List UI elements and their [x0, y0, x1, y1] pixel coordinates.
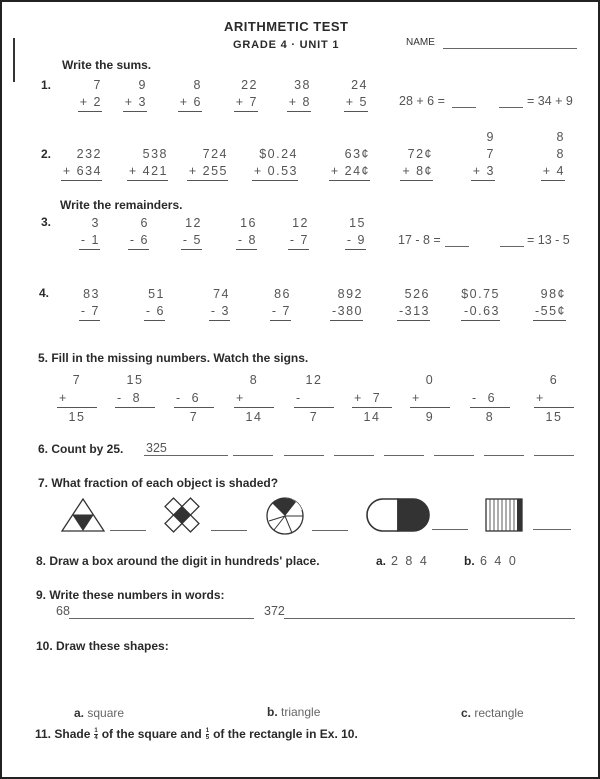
problem-operator-row[interactable]: +: [410, 389, 450, 408]
q6-answer-blank[interactable]: [434, 455, 474, 456]
problem-operand: [329, 129, 370, 146]
q11-instruction: [35, 727, 358, 741]
q8-b-label: b.: [464, 554, 475, 568]
problem-operand-bottom: - 7: [79, 303, 100, 321]
q3-problem: [236, 215, 257, 267]
q1-problem: [344, 77, 368, 129]
problem-operand: $0.24: [259, 147, 298, 161]
problem-answer-space[interactable]: [78, 112, 102, 129]
page-subtitle: GRADE 4 · UNIT 1: [233, 39, 340, 51]
problem-top: 8: [249, 373, 259, 387]
problem-answer-space[interactable]: [344, 112, 368, 129]
q3-number: 3.: [41, 215, 52, 229]
q5-problem: [352, 371, 392, 426]
sums-heading: Write the sums.: [62, 58, 152, 72]
problem-operand-bottom: + 634: [61, 163, 102, 181]
q3-blank-a[interactable]: [445, 246, 469, 247]
remainders-heading: Write the remainders.: [60, 198, 183, 212]
q4-problem: [270, 286, 291, 338]
q3-problem: [128, 215, 149, 267]
q7-answer-blank[interactable]: [432, 529, 468, 530]
q4-problem: [209, 286, 230, 338]
q3-blank-b[interactable]: [500, 246, 524, 247]
q8-heading: 8. Draw a box around the digit in hundreds' place.: [36, 554, 320, 568]
fraction-denominator: 5: [205, 734, 210, 741]
problem-answer-space[interactable]: [252, 181, 298, 198]
q4-problem: [330, 286, 363, 338]
problem-operand: [187, 129, 228, 146]
q9-words-field-a[interactable]: [69, 618, 254, 619]
problem-operand: 98¢: [540, 287, 566, 301]
problem-operand: 3: [91, 216, 100, 230]
problem-operand-bottom: - 7: [288, 232, 309, 250]
problem-answer-space[interactable]: [79, 321, 100, 338]
q1-equation-b: = 34 + 9: [527, 94, 573, 108]
problem-operand: 72¢: [407, 147, 433, 161]
problem-operand: 74: [213, 287, 230, 301]
q10-a-text: square: [87, 706, 125, 720]
margin-mark: [13, 38, 15, 82]
problem-top[interactable]: [470, 371, 510, 389]
q10-heading: 10. Draw these shapes:: [36, 639, 169, 653]
q4-problem: [397, 286, 430, 338]
problem-operand-bottom: + 421: [127, 163, 168, 181]
problem-operator-row: - 8: [115, 389, 155, 408]
q10-c: [461, 706, 524, 720]
problem-operand: [61, 129, 102, 146]
problem-answer-space[interactable]: [461, 321, 500, 338]
problem-result: 7: [309, 410, 319, 424]
name-field[interactable]: [443, 48, 577, 49]
q7-answer-blank[interactable]: [312, 530, 348, 531]
problem-operand: 538: [142, 147, 168, 161]
q6-answer-blank[interactable]: [144, 455, 194, 456]
q6-answer-blank[interactable]: [284, 455, 324, 456]
problem-operand-bottom: + 24¢: [329, 163, 370, 181]
problem-operand: 724: [202, 147, 228, 161]
problem-operand: [127, 129, 168, 146]
problem-operator-row[interactable]: -: [294, 389, 334, 408]
problem-operand-bottom: -313: [397, 303, 430, 321]
fraction-denominator: 4: [94, 734, 98, 741]
problem-answer-space[interactable]: [287, 112, 311, 129]
q8-a-value[interactable]: 2 8 4: [391, 554, 429, 568]
q5-problem: [115, 371, 155, 426]
q6-start-value: 325: [146, 441, 167, 455]
problem-operand-bottom: - 7: [270, 303, 291, 321]
q10-c-text: rectangle: [474, 706, 524, 720]
problem-operand: 9: [138, 78, 147, 92]
problem-top: 15: [126, 373, 144, 387]
problem-answer-space[interactable]: [400, 181, 433, 198]
q2-problem: [471, 129, 495, 198]
q2-problem: [400, 129, 433, 198]
q6-answer-blank[interactable]: [484, 455, 524, 456]
problem-answer-space[interactable]: [178, 112, 202, 129]
problem-operator-row: + 7: [352, 389, 392, 408]
problem-top: 7: [72, 373, 82, 387]
problem-operand-bottom: - 6: [144, 303, 165, 321]
problem-operand-bottom: - 6: [128, 232, 149, 250]
q2-problem: [329, 129, 370, 198]
problem-operand-bottom: - 5: [181, 232, 202, 250]
q4-number: 4.: [39, 286, 50, 300]
problem-operand-bottom: - 1: [79, 232, 100, 250]
problem-operand-bottom: + 4: [541, 163, 565, 181]
problem-answer-space[interactable]: [61, 181, 102, 198]
q8-b-value[interactable]: 6 4 0: [480, 554, 518, 568]
q3-equation-b: = 13 - 5: [527, 233, 570, 247]
problem-operand: 51: [148, 287, 165, 301]
problem-result: 9: [425, 410, 435, 424]
q10-b-text: triangle: [281, 705, 321, 719]
fraction-one-fifth: [206, 728, 209, 741]
fraction-numerator: 1: [94, 727, 98, 734]
problem-answer-space[interactable]: [541, 181, 565, 198]
problem-operator-row[interactable]: +: [57, 389, 97, 408]
problem-operand: 232: [76, 147, 102, 161]
problem-answer-space[interactable]: [123, 112, 147, 129]
q4-problem: [79, 286, 100, 338]
problem-answer-space[interactable]: [234, 112, 258, 129]
q2-problem: [127, 129, 168, 198]
q1-problem: [123, 77, 147, 129]
q10-a-label: a.: [74, 706, 85, 720]
q3-equation-a: 17 - 8 =: [398, 233, 441, 247]
q8-a-label: a.: [376, 554, 387, 568]
problem-operand: 38: [294, 78, 311, 92]
problem-operand: $0.75: [461, 287, 500, 301]
problem-operand: 24: [351, 78, 368, 92]
q2-problem: [541, 129, 565, 198]
problem-operator-row: - 6: [174, 389, 214, 408]
problem-operand-bottom: - 9: [345, 232, 366, 250]
problem-operand: 12: [292, 216, 309, 230]
q1-equation-a: 28 + 6 =: [399, 94, 445, 108]
problem-top: 12: [305, 373, 323, 387]
striped-rect-shape: [485, 498, 523, 532]
problem-operand: 22: [241, 78, 258, 92]
q5-problem: [534, 371, 574, 426]
problem-top: 0: [425, 373, 435, 387]
problem-result: 14: [363, 410, 381, 424]
problem-operand-bottom: -55¢: [533, 303, 566, 321]
q6-answer-blank[interactable]: [188, 455, 228, 456]
problem-operand: 8: [556, 130, 565, 144]
problem-operand-bottom: + 5: [344, 94, 368, 112]
q6-answer-blank[interactable]: [534, 455, 574, 456]
q4-problem: [461, 286, 500, 338]
problem-answer-space[interactable]: [397, 321, 430, 338]
q5-problem: [410, 371, 450, 426]
q9-heading: 9. Write these numbers in words:: [36, 588, 225, 602]
q2-number: 2.: [41, 147, 52, 161]
problem-answer-space[interactable]: [270, 321, 291, 338]
problem-answer-space[interactable]: [330, 321, 363, 338]
q11-prefix: 11. Shade: [35, 727, 91, 741]
q1-problem: [234, 77, 258, 129]
problem-operand: 892: [337, 287, 363, 301]
circle-shape: [265, 497, 305, 535]
q7-heading: 7. What fraction of each object is shaded?: [38, 476, 279, 490]
q2-problem: [252, 129, 298, 198]
q3-problem: [79, 215, 100, 267]
problem-operand-bottom: -380: [330, 303, 363, 321]
q2-problem: [61, 129, 102, 198]
q4-problem: [144, 286, 165, 338]
problem-answer-space[interactable]: [181, 250, 202, 267]
problem-answer-space[interactable]: [209, 321, 230, 338]
problem-operand-bottom: - 3: [209, 303, 230, 321]
q3-problem: [288, 215, 309, 267]
problem-answer-space[interactable]: [236, 250, 257, 267]
problem-operand-bottom: + 255: [187, 163, 228, 181]
name-label: NAME: [406, 37, 435, 48]
problem-operand: 8: [193, 78, 202, 92]
problem-operand-bottom: - 8: [236, 232, 257, 250]
problem-result[interactable]: [115, 408, 155, 426]
problem-result: 8: [485, 410, 495, 424]
problem-operand: 15: [349, 216, 366, 230]
problem-answer-space[interactable]: [288, 250, 309, 267]
rounded-rect-shape: [366, 498, 430, 532]
problem-answer-space[interactable]: [79, 250, 100, 267]
problem-top[interactable]: [352, 371, 392, 389]
problem-operand: 9: [486, 130, 495, 144]
problem-operator-row: - 6: [470, 389, 510, 408]
problem-operand-bottom: + 7: [234, 94, 258, 112]
q5-problem: [470, 371, 510, 426]
q1-problem: [178, 77, 202, 129]
q6-answer-blank[interactable]: [334, 455, 374, 456]
q10-a: [74, 706, 124, 720]
q9-words-field-b[interactable]: [284, 618, 575, 619]
problem-operand-bottom: -0.63: [461, 303, 500, 321]
q10-c-label: c.: [461, 706, 472, 720]
q1-blank-b[interactable]: [499, 107, 523, 108]
problem-result: 15: [545, 410, 563, 424]
fraction-numerator: 1: [205, 727, 210, 734]
problem-answer-space[interactable]: [187, 181, 228, 198]
q2-problem: [187, 129, 228, 198]
problem-result: 14: [245, 410, 263, 424]
q6-heading: 6. Count by 25.: [38, 442, 124, 456]
q1-number: 1.: [41, 78, 52, 92]
problem-operand-bottom: + 3: [123, 94, 147, 112]
q7-answer-blank[interactable]: [533, 529, 571, 530]
q10-b-label: b.: [267, 705, 278, 719]
problem-answer-space[interactable]: [329, 181, 370, 198]
problem-operand-bottom: + 3: [471, 163, 495, 181]
problem-operator-row[interactable]: +: [234, 389, 274, 408]
problem-operand: 7: [93, 78, 102, 92]
q5-problem: [294, 371, 334, 426]
problem-operand: [400, 129, 433, 146]
problem-operand: 86: [274, 287, 291, 301]
problem-operand-bottom: + 8: [287, 94, 311, 112]
q5-problem: [57, 371, 97, 426]
q4-problem: [533, 286, 566, 338]
q5-heading: 5. Fill in the missing numbers. Watch the signs.: [38, 351, 309, 365]
problem-operand-bottom: + 2: [78, 94, 102, 112]
q5-problem: [174, 371, 214, 426]
cross-squares-shape: [162, 496, 202, 534]
problem-result: 15: [68, 410, 86, 424]
problem-answer-space[interactable]: [144, 321, 165, 338]
problem-operand: 63¢: [344, 147, 370, 161]
triangle-shape: [60, 498, 106, 532]
q7-answer-blank[interactable]: [110, 530, 146, 531]
problem-operator-row[interactable]: +: [534, 389, 574, 408]
q9-number-b: 372: [264, 604, 285, 618]
problem-top[interactable]: [174, 371, 214, 389]
problem-operand-bottom: + 0.53: [252, 163, 298, 181]
q6-answer-blank[interactable]: [233, 455, 273, 456]
problem-operand-bottom: + 6: [178, 94, 202, 112]
problem-operand: 16: [240, 216, 257, 230]
problem-operand: [252, 129, 298, 146]
q9-number-a: 68: [56, 604, 70, 618]
q10-b: [267, 705, 320, 719]
q7-answer-blank[interactable]: [211, 530, 247, 531]
problem-answer-space[interactable]: [471, 181, 495, 198]
problem-top: 6: [549, 373, 559, 387]
problem-operand: 8: [556, 147, 565, 161]
q1-problem: [78, 77, 102, 129]
q3-problem: [181, 215, 202, 267]
problem-operand-bottom: + 8¢: [400, 163, 433, 181]
fraction-one-fourth: [94, 728, 97, 741]
problem-answer-space[interactable]: [533, 321, 566, 338]
q11-suffix: of the rectangle in Ex. 10.: [213, 727, 358, 741]
problem-operand: 526: [404, 287, 430, 301]
problem-operand: 7: [486, 147, 495, 161]
problem-answer-space[interactable]: [345, 250, 366, 267]
problem-answer-space[interactable]: [127, 181, 168, 198]
q1-blank-a[interactable]: [452, 107, 476, 108]
q6-answer-blank[interactable]: [384, 455, 424, 456]
q1-problem: [287, 77, 311, 129]
q11-middle: of the square and: [101, 727, 202, 741]
problem-operand: 83: [83, 287, 100, 301]
page-title: ARITHMETIC TEST: [224, 19, 349, 34]
problem-answer-space[interactable]: [128, 250, 149, 267]
q3-problem: [345, 215, 366, 267]
q5-problem: [234, 371, 274, 426]
problem-result: 7: [189, 410, 199, 424]
problem-operand: 12: [185, 216, 202, 230]
problem-operand: 6: [140, 216, 149, 230]
